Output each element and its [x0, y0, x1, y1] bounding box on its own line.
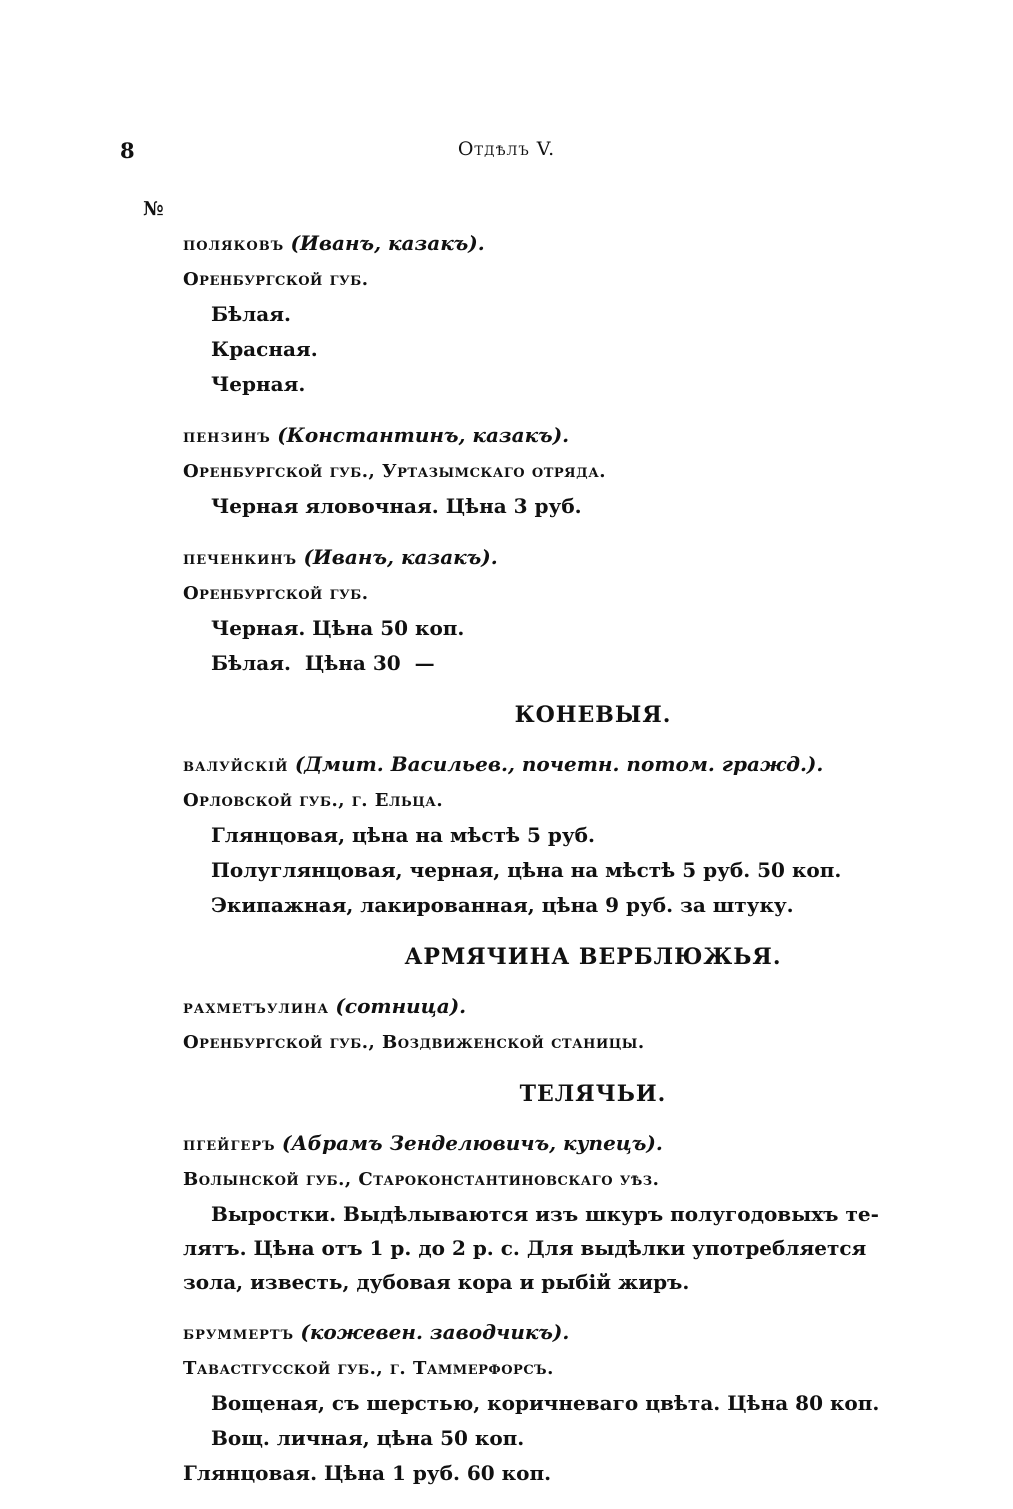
- entry-name: пензинъ: [183, 426, 271, 447]
- entry-place: Орловской губ., г. Ельца.: [183, 790, 444, 811]
- entry-pechenkin: [183, 540, 903, 681]
- entry-item: Полуглянцовая, черная, цѣна на мѣстѣ 5 руб. 50 коп.: [211, 858, 842, 882]
- entry-item: Вощ. личная, цѣна 50 коп.: [211, 1426, 525, 1450]
- entry-penzin: [183, 418, 903, 524]
- entry-paragraph-line: Выростки. Выдѣлываются изъ шкуръ полугодовыхъ те-: [211, 1202, 879, 1226]
- page-number: 8: [120, 138, 135, 163]
- entry-place: Волынской губ., Староконстантиновскаго уѣз.: [183, 1169, 660, 1190]
- entry-place: Тавастгусской губ., г. Таммерфорсъ.: [183, 1358, 554, 1379]
- entry-item: Черная яловочная. Цѣна 3 руб.: [211, 494, 582, 518]
- entry-paragraph-line: лятъ. Цѣна отъ 1 р. до 2 р. с. Для выдѣлки употребляется: [183, 1236, 867, 1260]
- entry-desc: (Абрамъ Зенделювичъ, купецъ).: [281, 1131, 663, 1155]
- entry-item: Глянцовая, цѣна на мѣстѣ 5 руб.: [211, 823, 595, 847]
- section-heading: АРМЯЧИНА ВЕРБЛЮЖЬЯ.: [404, 944, 782, 970]
- entry-desc: (Дмит. Васильев., почетн. потом. гражд.).: [294, 752, 824, 776]
- entry-name: печенкинъ: [183, 548, 298, 569]
- page-header: [120, 138, 893, 168]
- entry-name: валуйскій: [183, 755, 289, 776]
- entry-polyakov: [183, 226, 903, 402]
- entry-item: Красная.: [211, 337, 318, 361]
- entry-desc: (кожевен. заводчикъ).: [300, 1320, 570, 1344]
- entry-rakhmetulina: [183, 989, 903, 1060]
- entry-place: Оренбургской губ., Уртазымскаго отряда.: [183, 461, 607, 482]
- entry-name: пгейгеръ: [183, 1134, 276, 1155]
- entry-item: Экипажная, лакированная, цѣна 9 руб. за штуку.: [211, 893, 794, 917]
- content: [183, 226, 903, 1506]
- entry-item: Черная.: [211, 372, 306, 396]
- entry-desc: (Иванъ, казакъ).: [303, 545, 498, 569]
- entry-item: Вощеная, съ шерстью, коричневаго цвѣта. Цѣна 80 коп.: [211, 1391, 880, 1415]
- entry-place: Оренбургской губ.: [183, 269, 369, 290]
- entry-name: поляковъ: [183, 234, 285, 255]
- entry-name: рахметъулина: [183, 997, 330, 1018]
- entry-desc: (Иванъ, казакъ).: [290, 231, 485, 255]
- entry-place: Оренбургской губ., Воздвиженской станицы.: [183, 1032, 645, 1053]
- entry-place: Оренбургской губ.: [183, 583, 369, 604]
- entry-valuisky: [183, 747, 903, 923]
- entry-brummert: [183, 1315, 903, 1490]
- section-heading: ТЕЛЯЧЬИ.: [519, 1081, 667, 1107]
- entry-paragraph-line: зола, известь, дубовая кора и рыбій жиръ.: [183, 1270, 690, 1294]
- entry-item: Бѣлая. Цѣна 30 —: [211, 651, 435, 675]
- entry-desc: (сотница).: [335, 994, 467, 1018]
- entry-item: Черная. Цѣна 50 коп.: [211, 616, 465, 640]
- entry-item: Бѣлая.: [211, 302, 291, 326]
- section-heading: КОНЕВЫЯ.: [514, 702, 672, 728]
- entry-item: Глянцовая. Цѣна 1 руб. 60 коп.: [183, 1461, 552, 1485]
- running-title: Отдѣлъ V.: [457, 138, 556, 160]
- entry-name: бруммертъ: [183, 1323, 295, 1344]
- entry-desc: (Константинъ, казакъ).: [277, 423, 570, 447]
- entry-geiger: [183, 1126, 903, 1299]
- number-sign: №: [143, 198, 164, 220]
